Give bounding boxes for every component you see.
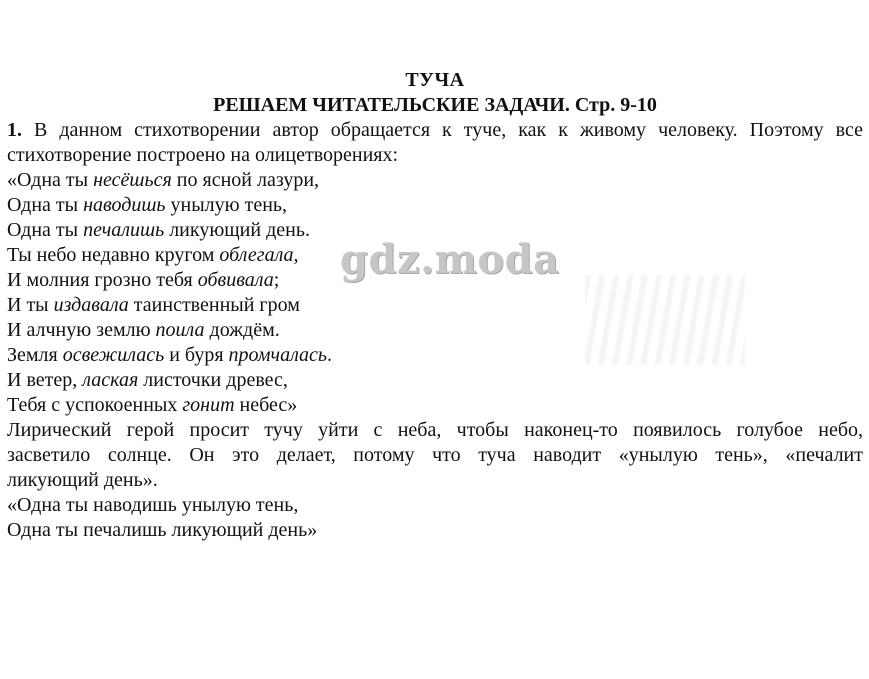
poem-text: И молния грозно тебя	[7, 269, 198, 291]
poem-text: «Одна ты	[7, 169, 94, 191]
poem-text: ;	[273, 269, 280, 291]
poem-line	[7, 343, 863, 368]
task-number: 1.	[7, 119, 22, 141]
poem-text: Одна ты	[7, 194, 84, 216]
poem-personification: печалишь	[83, 219, 165, 241]
poem-text: таинственный гром	[128, 294, 300, 316]
poem-line	[7, 393, 863, 418]
document-page	[7, 68, 863, 543]
poem-text: Одна ты	[7, 219, 84, 241]
poem-personification: издавала	[53, 294, 129, 316]
quote-line-2: Одна ты печалишь ликующий день»	[7, 519, 318, 541]
poem-line	[7, 243, 863, 268]
explanation-line-3: ликующий день».	[7, 469, 158, 491]
poem-text: Земля	[7, 344, 63, 366]
explanation-line-1: Лирический герой просит тучу уйти с неба, чтобы наконец-то появилось голубое небо,	[7, 419, 863, 441]
poem-line	[7, 168, 863, 193]
poem-personification: наводишь	[83, 194, 166, 216]
poem-line	[7, 268, 863, 293]
poem-text: листочки древес,	[138, 369, 288, 391]
poem-text: Тебя с успокоенных	[7, 394, 183, 416]
poem-personification: гонит	[182, 394, 235, 416]
poem-personification: поила	[155, 319, 205, 341]
poem-personification: обвивала	[197, 269, 274, 291]
poem-text: .	[327, 344, 333, 366]
poem-line	[7, 218, 863, 243]
poem-text: Ты небо недавно кругом	[7, 244, 220, 266]
poem-line	[7, 193, 863, 218]
poem-text: унылую тень,	[165, 194, 288, 216]
poem-personification: лаская	[82, 369, 139, 391]
poem-text: по ясной лазури,	[171, 169, 320, 191]
watermark-logo: gdz.moda	[340, 236, 560, 283]
poem-text: И ты	[7, 294, 54, 316]
explanation-line-2: засветило солнце. Он это делает, потому что туча наводит «унылую тень», «печалит	[7, 444, 863, 466]
poem-text: И ветер,	[7, 369, 83, 391]
poem-personification: промчалась	[228, 344, 328, 366]
poem-personification: облегала	[219, 244, 294, 266]
task-intro-text-1: В данном стихотворении автор обращается к туче, как к живому человеку. Поэтому все	[22, 119, 863, 141]
poem-line	[7, 318, 863, 343]
page-title: ТУЧА	[405, 69, 465, 91]
poem-personification: освежилась	[62, 344, 165, 366]
poem-text: ,	[293, 244, 299, 266]
poem-text: ликующий день.	[164, 219, 310, 241]
page-subtitle: РЕШАЕМ ЧИТАТЕЛЬСКИЕ ЗАДАЧИ. Стр. 9-10	[213, 94, 657, 116]
poem-line	[7, 368, 863, 393]
task-intro-line-1	[7, 118, 863, 143]
poem-text: и буря	[164, 344, 229, 366]
quote-line-1: «Одна ты наводишь унылую тень,	[7, 494, 299, 516]
poem-text: небес»	[234, 394, 298, 416]
poem-line	[7, 293, 863, 318]
task-intro-line-2: стихотворение построено на олицетворениях:	[7, 144, 399, 166]
poem-text: дождём.	[204, 319, 280, 341]
poem-personification: несёшься	[93, 169, 172, 191]
poem-text: И алчную землю	[7, 319, 156, 341]
